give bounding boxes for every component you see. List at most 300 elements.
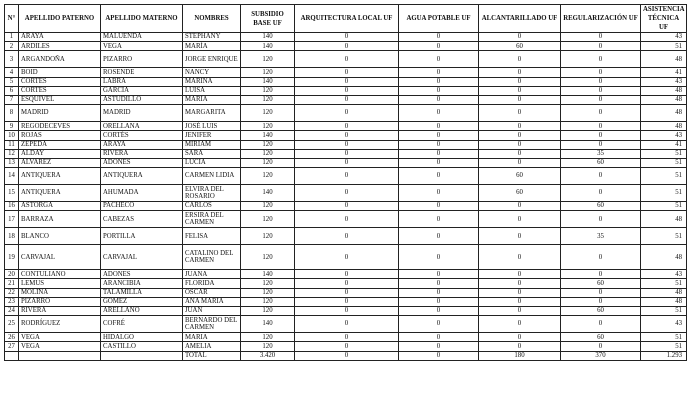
cell-nombres: JENIFER (183, 131, 241, 140)
cell-subsidio-base: 140 (241, 270, 295, 279)
cell-subsidio-base: 120 (241, 342, 295, 351)
cell-nombres: MARIA (183, 95, 241, 104)
cell-apellido-paterno: ALVAREZ (19, 158, 101, 167)
cell-nombres: MARIA (183, 333, 241, 342)
cell-arquitectura: 0 (295, 42, 399, 51)
cell-agua-potable: 0 (399, 122, 479, 131)
cell-apellido-paterno: ZEPEDA (19, 140, 101, 149)
cell-agua-potable: 0 (399, 228, 479, 245)
header-nombres: NOMBRES (183, 5, 241, 33)
total-empty-2 (19, 351, 101, 360)
cell-regularizacion: 60 (561, 202, 641, 211)
cell-asistencia: 51 (641, 168, 687, 185)
cell-apellido-materno: CORTÉS (101, 131, 183, 140)
cell-alcantarillado: 0 (479, 333, 561, 342)
cell-apellido-materno: PORTILLA (101, 228, 183, 245)
cell-apellido-materno: ANTIQUERA (101, 168, 183, 185)
cell-alcantarillado: 0 (479, 86, 561, 95)
cell-nombres: SARA (183, 149, 241, 158)
cell-arquitectura: 0 (295, 245, 399, 270)
cell-nombres: CARLOS (183, 202, 241, 211)
cell-arquitectura: 0 (295, 316, 399, 333)
cell-row-number: 13 (5, 158, 19, 167)
cell-row-number: 3 (5, 51, 19, 68)
cell-regularizacion: 60 (561, 158, 641, 167)
cell-regularizacion: 0 (561, 288, 641, 297)
total-empty-1 (5, 351, 19, 360)
cell-row-number: 24 (5, 307, 19, 316)
cell-subsidio-base: 120 (241, 95, 295, 104)
table-row (5, 158, 687, 167)
cell-row-number: 12 (5, 149, 19, 158)
table-body (5, 33, 687, 361)
total-arquitectura: 0 (295, 351, 399, 360)
cell-subsidio-base: 120 (241, 140, 295, 149)
cell-asistencia: 51 (641, 185, 687, 202)
cell-agua-potable: 0 (399, 51, 479, 68)
cell-subsidio-base: 140 (241, 316, 295, 333)
cell-apellido-paterno: BOID (19, 68, 101, 77)
cell-asistencia: 48 (641, 105, 687, 122)
cell-alcantarillado: 60 (479, 42, 561, 51)
cell-asistencia: 48 (641, 211, 687, 228)
cell-row-number: 7 (5, 95, 19, 104)
cell-row-number: 2 (5, 42, 19, 51)
table-row (5, 307, 687, 316)
cell-agua-potable: 0 (399, 149, 479, 158)
cell-agua-potable: 0 (399, 77, 479, 86)
table-row (5, 270, 687, 279)
cell-subsidio-base: 120 (241, 86, 295, 95)
table-row (5, 297, 687, 306)
cell-apellido-paterno: RODRÍGUEZ (19, 316, 101, 333)
cell-apellido-materno: CARVAJAL (101, 245, 183, 270)
total-label: TOTAL (183, 351, 241, 360)
cell-apellido-materno: ADONES (101, 270, 183, 279)
cell-apellido-materno: GARCÍA (101, 86, 183, 95)
header-arquitectura: ARQUITECTURA LOCAL UF (295, 5, 399, 33)
table-row (5, 122, 687, 131)
cell-apellido-materno: ASTUDILLO (101, 95, 183, 104)
table-row (5, 333, 687, 342)
header-alcantarillado: ALCANTARILLADO UF (479, 5, 561, 33)
cell-asistencia: 51 (641, 279, 687, 288)
header-apellido-paterno: APELLIDO PATERNO (19, 5, 101, 33)
cell-asistencia: 43 (641, 270, 687, 279)
cell-arquitectura: 0 (295, 297, 399, 306)
cell-arquitectura: 0 (295, 77, 399, 86)
cell-agua-potable: 0 (399, 211, 479, 228)
cell-agua-potable: 0 (399, 307, 479, 316)
cell-regularizacion: 0 (561, 33, 641, 42)
cell-subsidio-base: 120 (241, 288, 295, 297)
cell-row-number: 4 (5, 68, 19, 77)
cell-apellido-paterno: ARDILES (19, 42, 101, 51)
cell-regularizacion: 0 (561, 42, 641, 51)
cell-agua-potable: 0 (399, 140, 479, 149)
cell-alcantarillado: 0 (479, 122, 561, 131)
cell-subsidio-base: 120 (241, 279, 295, 288)
cell-apellido-paterno: MOLINA (19, 288, 101, 297)
cell-row-number: 26 (5, 333, 19, 342)
cell-apellido-paterno: ARAYA (19, 33, 101, 42)
cell-regularizacion: 0 (561, 51, 641, 68)
cell-subsidio-base: 140 (241, 33, 295, 42)
table-row (5, 202, 687, 211)
cell-alcantarillado: 0 (479, 105, 561, 122)
cell-row-number: 23 (5, 297, 19, 306)
cell-apellido-materno: ORELLANA (101, 122, 183, 131)
cell-agua-potable: 0 (399, 158, 479, 167)
cell-apellido-materno: PIZARRO (101, 51, 183, 68)
cell-row-number: 11 (5, 140, 19, 149)
cell-row-number: 18 (5, 228, 19, 245)
cell-apellido-materno: VEGA (101, 42, 183, 51)
cell-asistencia: 48 (641, 86, 687, 95)
cell-regularizacion: 0 (561, 316, 641, 333)
header-row (5, 5, 687, 33)
cell-agua-potable: 0 (399, 333, 479, 342)
cell-asistencia: 51 (641, 228, 687, 245)
cell-arquitectura: 0 (295, 342, 399, 351)
cell-asistencia: 48 (641, 297, 687, 306)
cell-asistencia: 43 (641, 33, 687, 42)
cell-arquitectura: 0 (295, 33, 399, 42)
cell-apellido-paterno: REGODECEVES (19, 122, 101, 131)
cell-regularizacion: 0 (561, 270, 641, 279)
cell-apellido-paterno: CONTULIANO (19, 270, 101, 279)
cell-alcantarillado: 0 (479, 288, 561, 297)
table-row (5, 211, 687, 228)
cell-agua-potable: 0 (399, 297, 479, 306)
cell-regularizacion: 0 (561, 245, 641, 270)
cell-subsidio-base: 120 (241, 122, 295, 131)
cell-apellido-materno: ADONES (101, 158, 183, 167)
cell-agua-potable: 0 (399, 270, 479, 279)
cell-apellido-paterno: VEGA (19, 333, 101, 342)
cell-asistencia: 51 (641, 342, 687, 351)
cell-row-number: 15 (5, 185, 19, 202)
cell-arquitectura: 0 (295, 185, 399, 202)
cell-arquitectura: 0 (295, 307, 399, 316)
cell-asistencia: 48 (641, 95, 687, 104)
cell-apellido-paterno: CORTÉS (19, 86, 101, 95)
cell-apellido-paterno: VEGA (19, 342, 101, 351)
cell-asistencia: 48 (641, 288, 687, 297)
total-row (5, 351, 687, 360)
cell-row-number: 21 (5, 279, 19, 288)
cell-agua-potable: 0 (399, 95, 479, 104)
cell-alcantarillado: 0 (479, 68, 561, 77)
cell-arquitectura: 0 (295, 279, 399, 288)
header-subsidio-base: SUBSIDIO BASE UF (241, 5, 295, 33)
cell-nombres: STEPHANY (183, 33, 241, 42)
cell-subsidio-base: 120 (241, 307, 295, 316)
cell-nombres: FELISA (183, 228, 241, 245)
cell-arquitectura: 0 (295, 333, 399, 342)
table-row (5, 228, 687, 245)
cell-nombres: AMELIA (183, 342, 241, 351)
cell-agua-potable: 0 (399, 131, 479, 140)
cell-apellido-paterno: LEMUS (19, 279, 101, 288)
cell-subsidio-base: 120 (241, 333, 295, 342)
cell-asistencia: 48 (641, 245, 687, 270)
table-row (5, 185, 687, 202)
cell-apellido-paterno: ALDAY (19, 149, 101, 158)
cell-row-number: 5 (5, 77, 19, 86)
cell-alcantarillado: 0 (479, 202, 561, 211)
cell-arquitectura: 0 (295, 95, 399, 104)
cell-subsidio-base: 140 (241, 185, 295, 202)
cell-row-number: 10 (5, 131, 19, 140)
cell-regularizacion: 0 (561, 297, 641, 306)
cell-apellido-materno: MADRID (101, 105, 183, 122)
cell-alcantarillado: 0 (479, 77, 561, 86)
cell-agua-potable: 0 (399, 245, 479, 270)
cell-apellido-paterno: ANTIQUERA (19, 168, 101, 185)
table-row (5, 86, 687, 95)
cell-agua-potable: 0 (399, 105, 479, 122)
cell-subsidio-base: 120 (241, 68, 295, 77)
cell-arquitectura: 0 (295, 51, 399, 68)
cell-asistencia: 41 (641, 140, 687, 149)
cell-subsidio-base: 120 (241, 158, 295, 167)
cell-asistencia: 51 (641, 42, 687, 51)
cell-asistencia: 51 (641, 158, 687, 167)
cell-apellido-materno: AHUMADA (101, 185, 183, 202)
cell-apellido-materno: PACHECO (101, 202, 183, 211)
cell-alcantarillado: 0 (479, 297, 561, 306)
header-asistencia: ASISTENCIA TÉCNICA UF (641, 5, 687, 33)
cell-subsidio-base: 120 (241, 149, 295, 158)
total-alcantarillado: 180 (479, 351, 561, 360)
cell-regularizacion: 0 (561, 342, 641, 351)
cell-nombres: JOSÉ LUIS (183, 122, 241, 131)
cell-subsidio-base: 120 (241, 202, 295, 211)
cell-subsidio-base: 120 (241, 297, 295, 306)
cell-regularizacion: 0 (561, 131, 641, 140)
cell-subsidio-base: 120 (241, 228, 295, 245)
cell-regularizacion: 0 (561, 140, 641, 149)
cell-regularizacion: 0 (561, 95, 641, 104)
cell-arquitectura: 0 (295, 270, 399, 279)
cell-apellido-materno: ARELLANO (101, 307, 183, 316)
cell-arquitectura: 0 (295, 68, 399, 77)
cell-row-number: 14 (5, 168, 19, 185)
cell-agua-potable: 0 (399, 42, 479, 51)
cell-apellido-paterno: ARGANDOÑA (19, 51, 101, 68)
cell-subsidio-base: 140 (241, 77, 295, 86)
table-row (5, 149, 687, 158)
cell-alcantarillado: 0 (479, 95, 561, 104)
cell-apellido-materno: ROSENDE (101, 68, 183, 77)
cell-nombres: MARINA (183, 77, 241, 86)
cell-alcantarillado: 60 (479, 185, 561, 202)
cell-row-number: 8 (5, 105, 19, 122)
cell-apellido-paterno: CARVAJAL (19, 245, 101, 270)
cell-nombres: JUANA (183, 270, 241, 279)
cell-row-number: 1 (5, 33, 19, 42)
cell-apellido-paterno: MADRID (19, 105, 101, 122)
cell-asistencia: 51 (641, 307, 687, 316)
cell-regularizacion: 60 (561, 279, 641, 288)
cell-apellido-paterno: ASTORGA (19, 202, 101, 211)
cell-agua-potable: 0 (399, 279, 479, 288)
cell-apellido-materno: CASTILLO (101, 342, 183, 351)
cell-agua-potable: 0 (399, 342, 479, 351)
cell-nombres: JORGE ENRIQUE (183, 51, 241, 68)
cell-nombres: BERNARDO DEL CARMEN (183, 316, 241, 333)
cell-agua-potable: 0 (399, 202, 479, 211)
table-row (5, 33, 687, 42)
cell-regularizacion: 0 (561, 86, 641, 95)
cell-alcantarillado: 0 (479, 149, 561, 158)
cell-subsidio-base: 140 (241, 42, 295, 51)
cell-apellido-paterno: BLANCO (19, 228, 101, 245)
cell-subsidio-base: 120 (241, 51, 295, 68)
header-n: N° (5, 5, 19, 33)
table-row (5, 279, 687, 288)
cell-nombres: LUISA (183, 86, 241, 95)
cell-regularizacion: 0 (561, 122, 641, 131)
cell-agua-potable: 0 (399, 33, 479, 42)
cell-asistencia: 41 (641, 68, 687, 77)
cell-asistencia: 43 (641, 131, 687, 140)
cell-arquitectura: 0 (295, 140, 399, 149)
cell-regularizacion: 35 (561, 228, 641, 245)
cell-nombres: OSCAR (183, 288, 241, 297)
cell-apellido-materno: CABEZAS (101, 211, 183, 228)
cell-asistencia: 43 (641, 77, 687, 86)
cell-subsidio-base: 120 (241, 105, 295, 122)
cell-alcantarillado: 0 (479, 211, 561, 228)
table-row (5, 105, 687, 122)
cell-subsidio-base: 140 (241, 131, 295, 140)
cell-apellido-paterno: PIZARRO (19, 297, 101, 306)
header-regularizacion: REGULARIZACIÓN UF (561, 5, 641, 33)
cell-asistencia: 48 (641, 122, 687, 131)
cell-subsidio-base: 120 (241, 245, 295, 270)
cell-agua-potable: 0 (399, 288, 479, 297)
cell-alcantarillado: 0 (479, 245, 561, 270)
cell-nombres: ANA MARÍA (183, 297, 241, 306)
cell-alcantarillado: 0 (479, 279, 561, 288)
table-row (5, 77, 687, 86)
cell-nombres: LUCIA (183, 158, 241, 167)
table-row (5, 95, 687, 104)
cell-apellido-materno: COFRÉ (101, 316, 183, 333)
cell-apellido-paterno: ROJAS (19, 131, 101, 140)
cell-apellido-materno: ARAYA (101, 140, 183, 149)
cell-nombres: FLORIDA (183, 279, 241, 288)
cell-asistencia: 51 (641, 149, 687, 158)
cell-agua-potable: 0 (399, 86, 479, 95)
cell-asistencia: 48 (641, 51, 687, 68)
cell-asistencia: 43 (641, 316, 687, 333)
cell-row-number: 17 (5, 211, 19, 228)
table-row (5, 245, 687, 270)
cell-row-number: 20 (5, 270, 19, 279)
cell-agua-potable: 0 (399, 316, 479, 333)
cell-row-number: 9 (5, 122, 19, 131)
total-asistencia: 1.293 (641, 351, 687, 360)
table-row (5, 131, 687, 140)
total-subsidio-base: 3.420 (241, 351, 295, 360)
cell-regularizacion: 60 (561, 333, 641, 342)
cell-alcantarillado: 0 (479, 51, 561, 68)
table-row (5, 68, 687, 77)
cell-regularizacion: 60 (561, 307, 641, 316)
cell-apellido-materno: HIDALGO (101, 333, 183, 342)
cell-alcantarillado: 0 (479, 342, 561, 351)
cell-alcantarillado: 0 (479, 228, 561, 245)
cell-agua-potable: 0 (399, 185, 479, 202)
table-row (5, 51, 687, 68)
cell-alcantarillado: 60 (479, 168, 561, 185)
cell-apellido-paterno: ESQUIVEL (19, 95, 101, 104)
cell-row-number: 16 (5, 202, 19, 211)
cell-arquitectura: 0 (295, 122, 399, 131)
cell-alcantarillado: 0 (479, 131, 561, 140)
table-row (5, 316, 687, 333)
cell-apellido-paterno: BARRAZA (19, 211, 101, 228)
cell-arquitectura: 0 (295, 202, 399, 211)
cell-apellido-materno: ARANCIBIA (101, 279, 183, 288)
cell-arquitectura: 0 (295, 105, 399, 122)
cell-regularizacion: 0 (561, 105, 641, 122)
cell-alcantarillado: 0 (479, 270, 561, 279)
cell-row-number: 27 (5, 342, 19, 351)
cell-nombres: JUAN (183, 307, 241, 316)
cell-apellido-materno: GOMEZ (101, 297, 183, 306)
table-row (5, 42, 687, 51)
cell-subsidio-base: 120 (241, 168, 295, 185)
header-apellido-materno: APELLIDO MATERNO (101, 5, 183, 33)
cell-arquitectura: 0 (295, 211, 399, 228)
cell-asistencia: 51 (641, 333, 687, 342)
cell-nombres: MIRIAM (183, 140, 241, 149)
cell-row-number: 19 (5, 245, 19, 270)
cell-arquitectura: 0 (295, 86, 399, 95)
cell-row-number: 22 (5, 288, 19, 297)
cell-arquitectura: 0 (295, 131, 399, 140)
cell-regularizacion: 0 (561, 168, 641, 185)
cell-regularizacion: 0 (561, 211, 641, 228)
cell-alcantarillado: 0 (479, 140, 561, 149)
cell-arquitectura: 0 (295, 288, 399, 297)
table-row (5, 140, 687, 149)
cell-row-number: 6 (5, 86, 19, 95)
cell-alcantarillado: 0 (479, 307, 561, 316)
table-row (5, 288, 687, 297)
cell-asistencia: 51 (641, 202, 687, 211)
cell-arquitectura: 0 (295, 158, 399, 167)
cell-nombres: CARMEN LIDIA (183, 168, 241, 185)
cell-regularizacion: 0 (561, 185, 641, 202)
cell-alcantarillado: 0 (479, 33, 561, 42)
cell-agua-potable: 0 (399, 168, 479, 185)
cell-nombres: NANCY (183, 68, 241, 77)
cell-apellido-paterno: RIVERA (19, 307, 101, 316)
header-agua-potable: AGUA POTABLE UF (399, 5, 479, 33)
cell-nombres: MARÍA (183, 42, 241, 51)
cell-arquitectura: 0 (295, 228, 399, 245)
total-empty-3 (101, 351, 183, 360)
cell-apellido-materno: LABRA (101, 77, 183, 86)
total-agua-potable: 0 (399, 351, 479, 360)
cell-nombres: ERSIRA DEL CARMEN (183, 211, 241, 228)
cell-regularizacion: 35 (561, 149, 641, 158)
